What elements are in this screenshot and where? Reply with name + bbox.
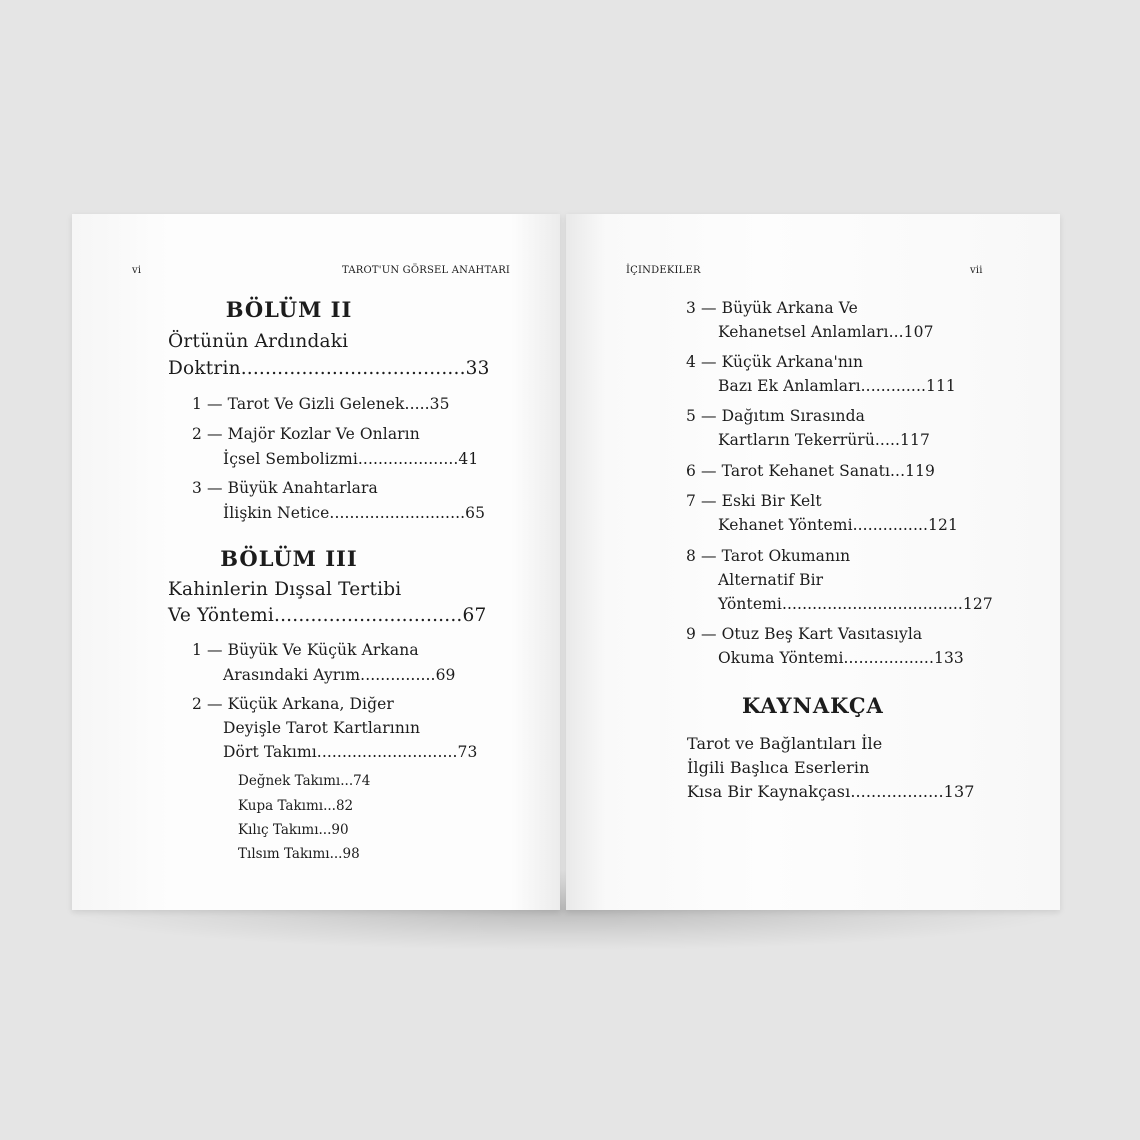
toc-line: 3 — Büyük Arkana Ve — [686, 299, 858, 317]
toc-line: İlişkin Netice...........................65 — [223, 504, 486, 522]
toc-line: İçsel Sembolizmi....................41 — [223, 450, 479, 468]
toc-line: Kehanet Yöntemi...............121 — [718, 516, 958, 534]
toc-line: Kehanetsel Anlamları...107 — [718, 323, 934, 341]
toc-line: 1 — Büyük Ve Küçük Arkana — [192, 641, 419, 659]
left-page — [72, 214, 560, 910]
toc-line: Deyişle Tarot Kartlarının — [223, 719, 421, 737]
toc-line: 6 — Tarot Kehanet Sanatı...119 — [686, 462, 935, 480]
bibliography-line: Kısa Bir Kaynakçası..................137 — [687, 782, 975, 801]
toc-line: 2 — Küçük Arkana, Diğer — [192, 695, 394, 713]
page-number: vii — [970, 265, 983, 276]
page-number: vi — [132, 265, 142, 276]
toc-line: 1 — Tarot Ve Gizli Gelenek.....35 — [192, 395, 450, 413]
toc-line: Dört Takımı............................73 — [223, 743, 478, 761]
suit-entry: Tılsım Takımı...98 — [238, 846, 360, 862]
toc-line: Kartların Tekerrürü.....117 — [718, 431, 930, 449]
toc-line: 8 — Tarot Okumanın — [686, 547, 851, 565]
toc-line: Alternatif Bir — [718, 571, 824, 589]
toc-line: 3 — Büyük Anahtarlara — [192, 479, 378, 497]
suit-entry: Değnek Takımı...74 — [238, 773, 371, 789]
part-title: Doktrin.....................................33 — [168, 358, 490, 379]
toc-line: 9 — Otuz Beş Kart Vasıtasıyla — [686, 625, 923, 643]
part-title: Kahinlerin Dışsal Tertibi — [168, 579, 402, 600]
part-title: Ve Yöntemi...............................67 — [168, 605, 487, 626]
toc-line: 2 — Majör Kozlar Ve Onların — [192, 425, 420, 443]
toc-line: 5 — Dağıtım Sırasında — [686, 407, 865, 425]
toc-line: Yöntemi....................................127 — [718, 595, 993, 613]
part-heading: BÖLÜM III — [220, 546, 358, 571]
bibliography-line: Tarot ve Bağlantıları İle — [687, 734, 883, 753]
suit-entry: Kupa Takımı...82 — [238, 798, 354, 814]
part-heading: BÖLÜM II — [225, 297, 353, 322]
running-head: TAROT'UN GÖRSEL ANAHTARI — [342, 265, 511, 276]
suit-entry: Kılıç Takımı...90 — [238, 822, 349, 838]
running-head: İÇINDEKILER — [626, 265, 701, 276]
toc-line: Bazı Ek Anlamları.............111 — [718, 377, 956, 395]
toc-line: 4 — Küçük Arkana'nın — [686, 353, 864, 371]
toc-line: 7 — Eski Bir Kelt — [686, 492, 822, 510]
toc-line: Arasındaki Ayrım...............69 — [223, 666, 456, 684]
right-page — [566, 214, 1060, 910]
bibliography-line: İlgili Başlıca Eserlerin — [687, 758, 870, 777]
bibliography-heading: KAYNAKÇA — [742, 693, 884, 718]
toc-line: Okuma Yöntemi..................133 — [718, 649, 964, 667]
part-title: Örtünün Ardındaki — [168, 331, 349, 352]
